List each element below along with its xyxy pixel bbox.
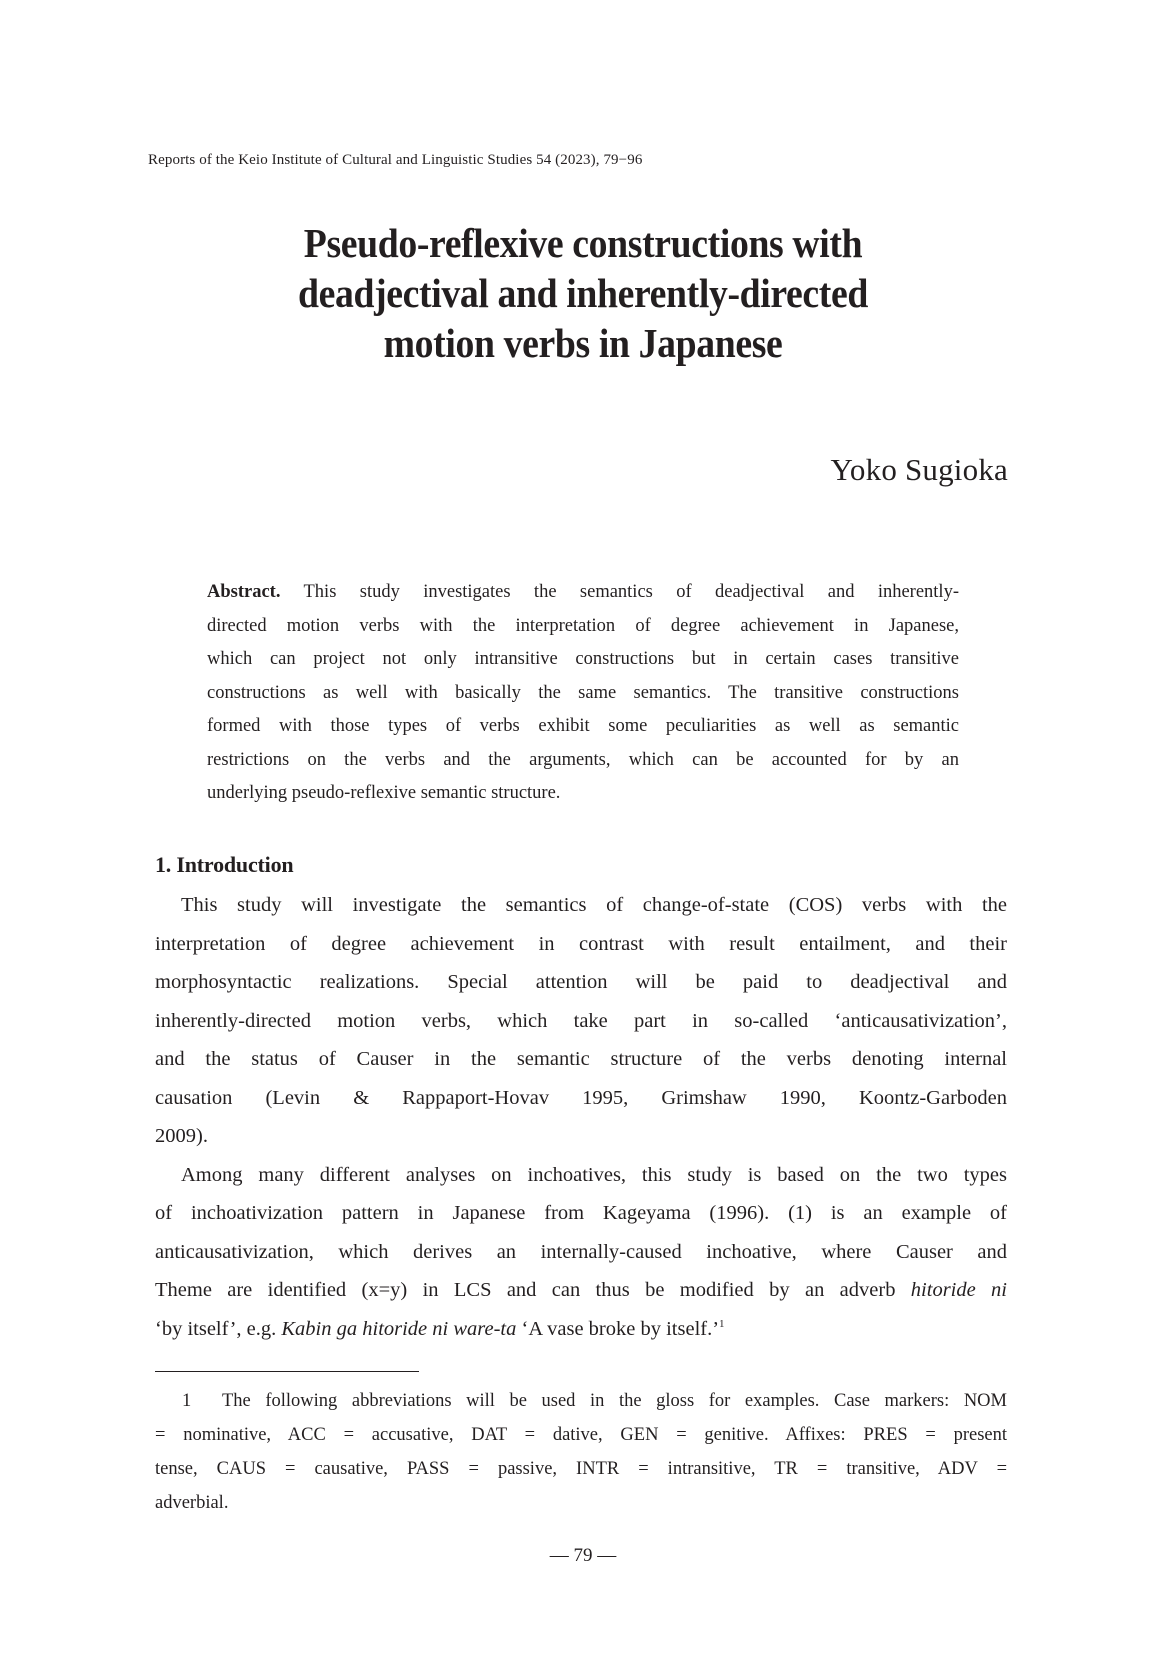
section-heading: 1. Introduction [155,852,294,877]
paragraph-line [155,1271,1007,1310]
abstract [207,576,959,811]
paragraph-line: of inchoativization pattern in Japanese from Kageyama (1996). (1) is an example of [155,1202,1007,1224]
abstract-line: underlying pseudo-reflexive semantic structure. [207,783,561,803]
body-text [155,886,1007,1348]
author-name: Yoko Sugioka [830,452,1008,487]
paper-title [185,218,982,368]
footnote-line: adverbial. [155,1493,229,1513]
title-line: deadjectival and inherently-directed [298,270,868,316]
footnote-line: tense, CAUS = causative, PASS = passive, INTR = intransitive, TR = transitive, ADV = [155,1459,1007,1479]
text-run: Theme are identified (x=y) in LCS and can thus be modified by an adverb [155,1279,911,1301]
running-head: Reports of the Keio Institute of Cultural and Linguistic Studies 54 (2023), 79−96 [148,152,643,168]
footnote-line: = nominative, ACC = accusative, DAT = dative, GEN = genitive. Affixes: PRES = present [155,1425,1007,1445]
paragraph-line: morphosyntactic realizations. Special attention will be paid to deadjectival and [155,971,1007,993]
paragraph-line: anticausativization, which derives an internally-caused inchoative, where Causer and [155,1240,1007,1263]
footnote-line [182,1384,1007,1418]
paragraph-line: and the status of Causer in the semantic structure of the verbs denoting internal [155,1048,1007,1070]
italic-example: Kabin ga hitoride ni ware-ta [281,1317,517,1340]
abstract-line [207,576,959,610]
abstract-line: constructions as well with basically the same semantics. The transitive constructions [207,682,959,703]
abstract-line: restrictions on the verbs and the arguments, which can be accounted for by an [207,749,959,770]
footnote [155,1384,1007,1520]
abstract-line: directed motion verbs with the interpretation of degree achievement in Japanese, [207,615,959,636]
abstract-line: formed with those types of verbs exhibit some peculiarities as well as semantic [207,716,959,736]
footnote-text: The following abbreviations will be used in the gloss for examples. Case markers: NOM [222,1391,1007,1411]
paragraph-line: causation (Levin & Rappaport-Hovav 1995, Grimshaw 1990, Koontz-Garboden [155,1086,1007,1109]
text-run: ‘by itself’, e.g. [155,1317,282,1340]
footnote-divider [155,1371,419,1372]
abstract-label: Abstract. [207,582,281,602]
abstract-text: This study investigates the semantics of deadjectival and inherently- [280,582,959,602]
paragraph-line: interpretation of degree achievement in contrast with result entailment, and their [155,932,1007,955]
italic-term: hitoride ni [910,1279,1008,1301]
title-line: motion verbs in Japanese [383,320,783,366]
paragraph-line: Among many different analyses on inchoatives, this study is based on the two types [181,1163,1007,1186]
paragraph-line: 2009). [155,1125,208,1147]
text-run: ‘A vase broke by itself.’ [516,1317,720,1340]
footnote-reference[interactable]: 1 [719,1317,725,1330]
paragraph-line [155,1310,1007,1349]
abstract-line: which can project not only intransitive constructions but in certain cases transitive [207,649,959,669]
footnote-number: 1 [182,1391,192,1411]
paragraph-line: inherently-directed motion verbs, which take part in so-called ‘anticausativization’, [155,1009,1007,1032]
page-number: — 79 — [549,1545,617,1566]
paragraph-line: This study will investigate the semantics of change-of-state (COS) verbs with the [181,894,1007,916]
title-line: Pseudo-reflexive constructions with [303,220,863,266]
